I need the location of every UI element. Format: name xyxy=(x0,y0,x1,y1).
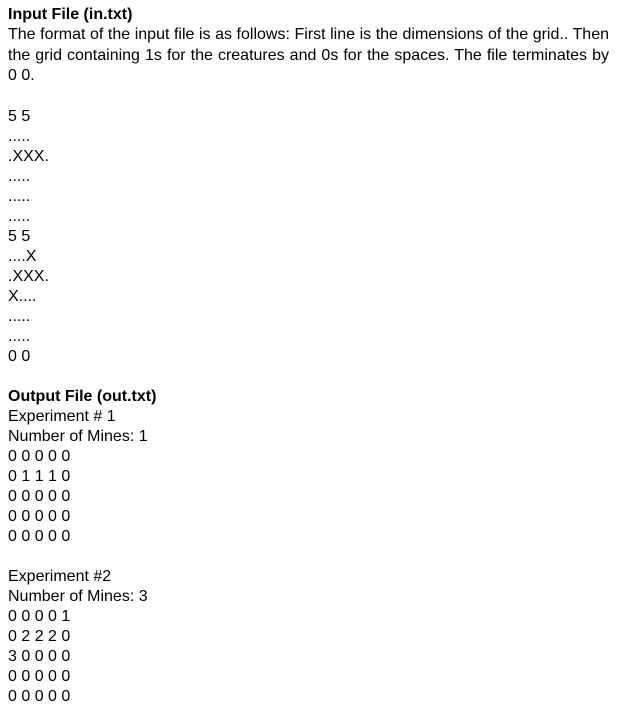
experiment-title: Experiment #2 xyxy=(8,567,112,585)
experiment-block xyxy=(8,407,609,547)
input-line: ..... xyxy=(8,307,31,325)
output-row: 3 0 0 0 0 xyxy=(8,647,71,665)
input-sample-block xyxy=(8,107,609,367)
input-line: ..... xyxy=(8,167,31,185)
input-file-heading: Input File (in.txt) xyxy=(8,6,133,23)
output-row: 0 0 0 0 0 xyxy=(8,507,71,525)
output-row: 0 0 0 0 0 xyxy=(8,447,71,465)
output-row: 0 0 0 0 0 xyxy=(8,667,71,685)
input-line: ..... xyxy=(8,207,31,225)
input-line: ..... xyxy=(8,327,31,345)
input-format-description: The format of the input file is as follows: First line is the dimensions of the grid.. Then the grid containing 1s for the creatures and 0s for the spaces. The file terminates by 0 0. xyxy=(8,26,609,84)
output-row: 0 0 0 0 1 xyxy=(8,607,71,625)
input-line: ..... xyxy=(8,187,31,205)
input-line: 5 5 xyxy=(8,107,31,125)
output-row: 0 0 0 0 0 xyxy=(8,527,71,545)
input-line: 5 5 xyxy=(8,227,31,245)
output-file-section xyxy=(8,387,609,707)
input-line: 0 0 xyxy=(8,347,31,365)
output-row: 0 1 1 1 0 xyxy=(8,467,71,485)
mine-count: Number of Mines: 1 xyxy=(8,427,148,445)
input-line: .XXX. xyxy=(8,147,49,165)
input-line: ....X xyxy=(8,247,37,265)
output-file-heading: Output File (out.txt) xyxy=(8,387,157,405)
input-line: .XXX. xyxy=(8,267,49,285)
output-row: 0 0 0 0 0 xyxy=(8,487,71,505)
experiment-block xyxy=(8,567,609,707)
output-row: 0 2 2 2 0 xyxy=(8,627,71,645)
mine-count: Number of Mines: 3 xyxy=(8,587,148,605)
input-file-section xyxy=(8,5,609,367)
output-row: 0 0 0 0 0 xyxy=(8,687,71,705)
experiment-title: Experiment # 1 xyxy=(8,407,116,425)
input-line: X.... xyxy=(8,287,37,305)
input-line: ..... xyxy=(8,127,31,145)
